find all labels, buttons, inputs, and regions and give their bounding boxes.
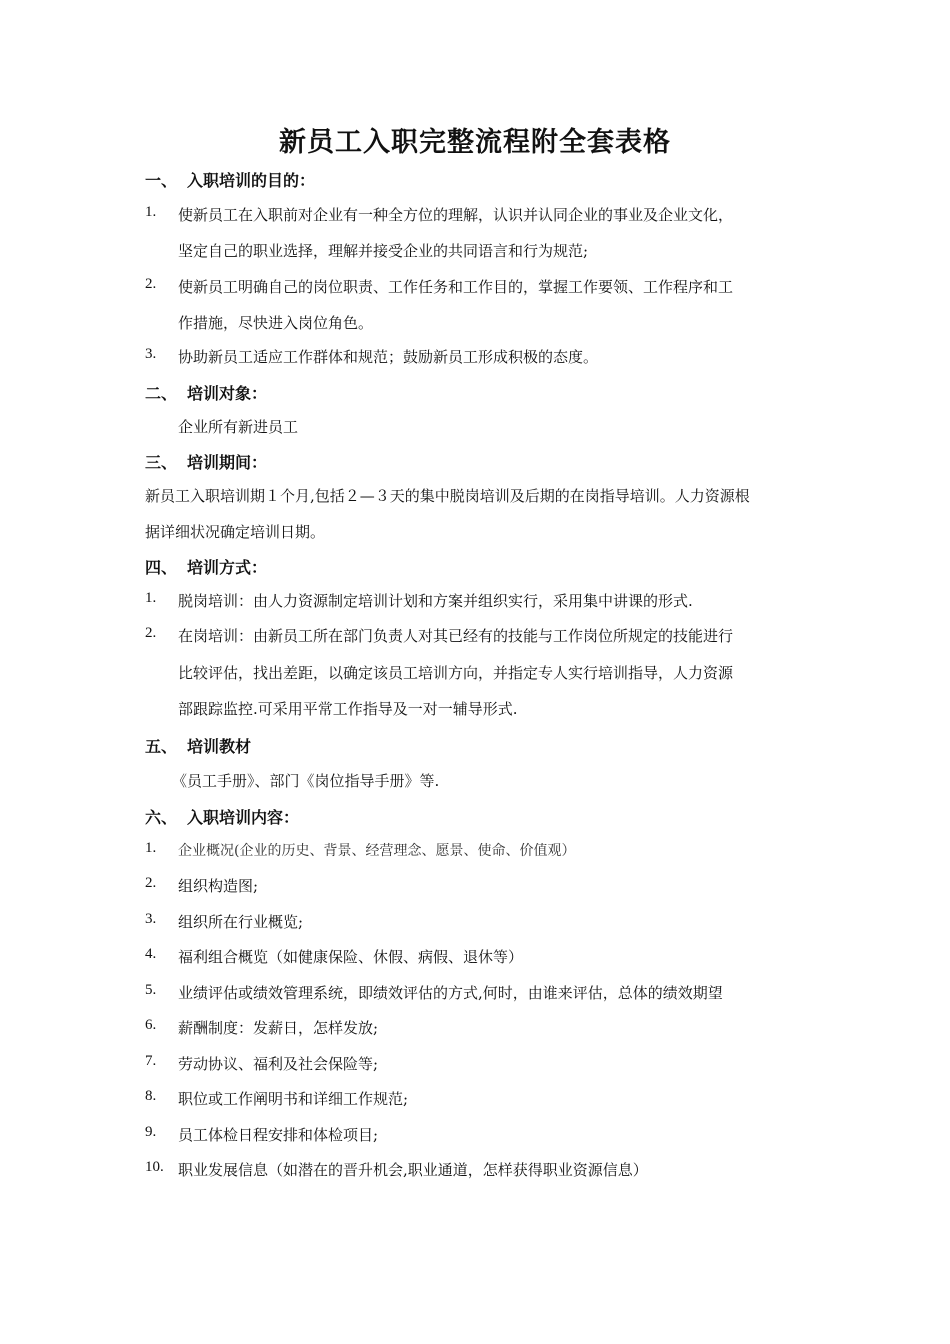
list-number: 4. bbox=[145, 946, 157, 962]
section-title: 入职培训内容： bbox=[187, 808, 300, 827]
list-number: 2. bbox=[145, 625, 157, 641]
list-number: 1. bbox=[145, 590, 157, 606]
list-item-line: 在岗培训：由新员工所在部门负责人对其已经有的技能与工作岗位所规定的技能进行 bbox=[178, 627, 734, 645]
list-number: 7. bbox=[145, 1053, 157, 1069]
section-heading bbox=[145, 734, 251, 757]
section-heading bbox=[145, 555, 267, 578]
section-title: 培训对象： bbox=[187, 384, 268, 403]
section-number: 四、 bbox=[145, 558, 178, 577]
list-number: 10. bbox=[145, 1159, 164, 1175]
list-number: 2. bbox=[145, 875, 157, 891]
list-number: 1. bbox=[145, 204, 157, 220]
list-item-line: 使新员工明确自己的岗位职责、工作任务和工作目的，掌握工作要领、工作程序和工 bbox=[178, 278, 734, 296]
list-item-line: 职业发展信息（如潜在的晋升机会,职业通道，怎样获得职业资源信息） bbox=[178, 1161, 648, 1179]
section-number: 一、 bbox=[145, 171, 178, 190]
list-item-line: 协助新员工适应工作群体和规范；鼓励新员工形成积极的态度。 bbox=[178, 348, 599, 366]
list-number: 2. bbox=[145, 276, 157, 292]
list-number: 1. bbox=[145, 840, 157, 856]
section-title: 培训期间： bbox=[187, 453, 268, 472]
list-number: 3. bbox=[145, 911, 157, 927]
list-item-line: 比较评估，找出差距，以确定该员工培训方向，并指定专人实行培训指导，人力资源 bbox=[178, 664, 734, 682]
section-heading bbox=[145, 805, 299, 828]
list-item-line: 业绩评估或绩效管理系统，即绩效评估的方式,何时，由谁来评估，总体的绩效期望 bbox=[178, 984, 723, 1002]
list-item-line: 劳动协议、福利及社会保险等; bbox=[178, 1055, 379, 1073]
list-number: 5. bbox=[145, 982, 157, 998]
section-number: 五、 bbox=[145, 737, 178, 756]
list-item-line: 作措施，尽快进入岗位角色。 bbox=[178, 314, 374, 332]
list-item-line: 员工体检日程安排和体检项目; bbox=[178, 1126, 379, 1144]
list-item-line: 职位或工作阐明书和详细工作规范; bbox=[178, 1090, 409, 1108]
section-heading bbox=[145, 168, 315, 191]
list-item-line: 使新员工在入职前对企业有一种全方位的理解，认识并认同企业的事业及企业文化， bbox=[178, 206, 734, 224]
list-item-line: 福利组合概览（如健康保险、休假、病假、退休等） bbox=[178, 948, 524, 966]
section-title: 培训方式： bbox=[187, 558, 268, 577]
list-number: 9. bbox=[145, 1124, 157, 1140]
section-title: 培训教材 bbox=[187, 737, 252, 756]
section-heading bbox=[145, 450, 267, 473]
list-item-line: 部跟踪监控.可采用平常工作指导及一对一辅导形式. bbox=[178, 700, 518, 718]
paragraph-line: 新员工入职培训期１个月,包括２—３天的集中脱岗培训及后期的在岗指导培训。人力资源根 bbox=[145, 487, 750, 505]
section-title: 入职培训的目的： bbox=[187, 171, 316, 190]
list-item-line: 组织所在行业概览; bbox=[178, 913, 304, 931]
section-number: 六、 bbox=[145, 808, 178, 827]
list-number: 3. bbox=[145, 346, 157, 362]
list-item-line: 坚定自己的职业选择，理解并接受企业的共同语言和行为规范; bbox=[178, 242, 589, 260]
list-item-line: 企业概况(企业的历史、背景、经营理念、愿景、使命、价值观） bbox=[178, 843, 576, 859]
list-item-line: 薪酬制度：发薪日，怎样发放; bbox=[178, 1019, 379, 1037]
list-number: 8. bbox=[145, 1088, 157, 1104]
document-title: 新员工入职完整流程附全套表格 bbox=[279, 127, 671, 158]
list-item-line: 组织构造图; bbox=[178, 877, 259, 895]
list-number: 6. bbox=[145, 1017, 157, 1033]
section-number: 三、 bbox=[145, 453, 178, 472]
section-heading bbox=[145, 381, 267, 404]
list-item-line: 脱岗培训：由人力资源制定培训计划和方案并组织实行，采用集中讲课的形式. bbox=[178, 592, 693, 610]
section-number: 二、 bbox=[145, 384, 178, 403]
section-text: 《员工手册》、部门《岗位指导手册》等. bbox=[172, 772, 440, 790]
section-text: 企业所有新进员工 bbox=[178, 418, 299, 436]
paragraph-line: 据详细状况确定培训日期。 bbox=[145, 523, 326, 541]
